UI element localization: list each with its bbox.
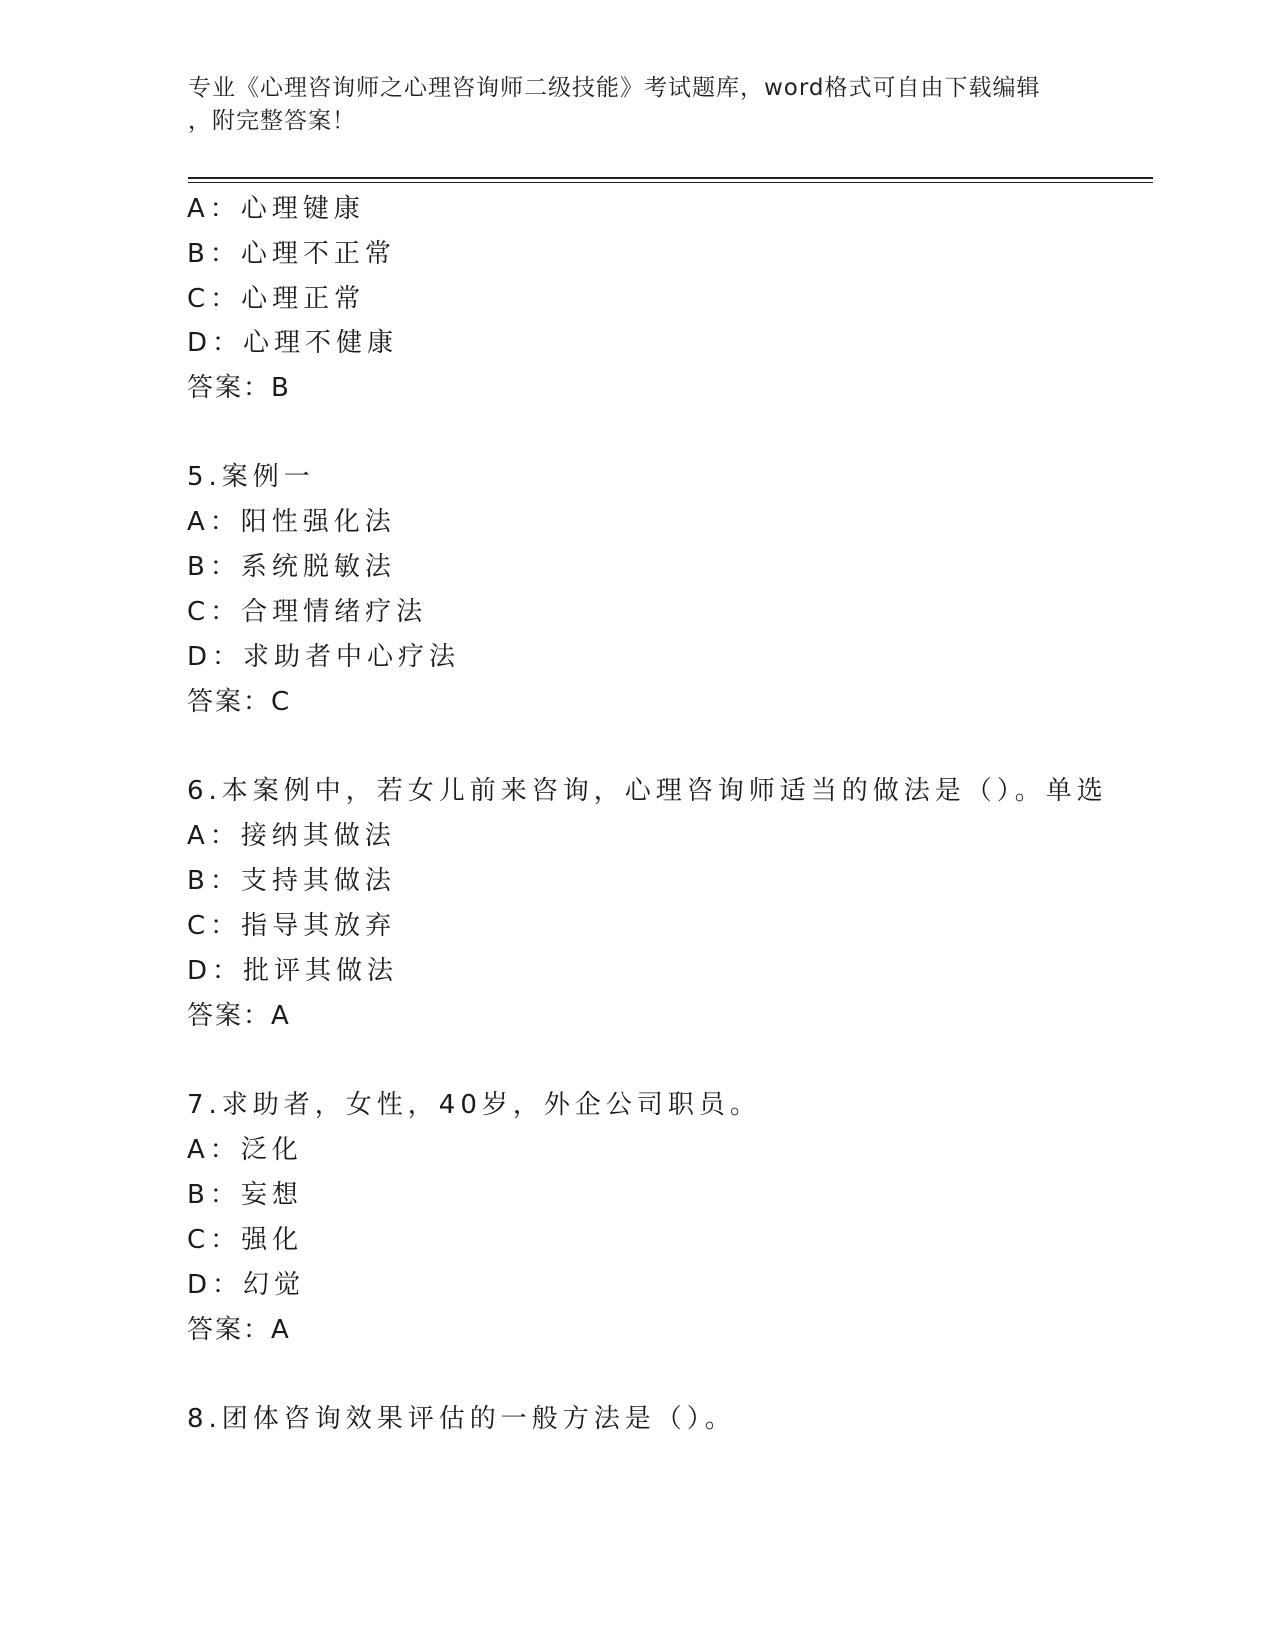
header-line-2: ，附完整答案！ [188, 108, 356, 134]
q5-question: 5.案例一 [187, 462, 315, 492]
q5-option-c: C：合理情绪疗法 [187, 597, 428, 627]
q6-option-c: C：指导其放弃 [187, 911, 397, 941]
q7-option-b: B：妄想 [187, 1180, 303, 1210]
q7-question: 7.求助者，女性，40岁，外企公司职员。 [187, 1090, 761, 1120]
q8-question: 8.团体咨询效果评估的一般方法是（）。 [187, 1404, 736, 1434]
q5-option-a: A：阳性强化法 [187, 507, 396, 537]
q4-answer: 答案：B [187, 373, 291, 403]
q5-answer: 答案：C [187, 687, 292, 717]
q4-option-b: B：心理不正常 [187, 239, 396, 269]
q6-answer: 答案：A [187, 1001, 291, 1031]
header-divider-thin [188, 182, 1153, 183]
q6-option-a: A：接纳其做法 [187, 821, 396, 851]
q7-option-a: A：泛化 [187, 1135, 303, 1165]
q5-option-b: B：系统脱敏法 [187, 552, 396, 582]
header-divider-thick [188, 177, 1153, 179]
q7-option-d: D：幻觉 [187, 1270, 306, 1300]
q4-option-c: C：心理正常 [187, 284, 366, 314]
q5-option-d: D：求助者中心疗法 [187, 642, 461, 672]
q6-question: 6.本案例中，若女儿前来咨询，心理咨询师适当的做法是（）。单选 [187, 776, 1108, 806]
q7-option-c: C：强化 [187, 1225, 304, 1255]
q6-option-d: D：批评其做法 [187, 956, 399, 986]
q6-option-b: B：支持其做法 [187, 866, 396, 896]
document-header [188, 72, 1088, 138]
header-line-1: 专业《心理咨询师之心理咨询师二级技能》考试题库，word格式可自由下载编辑 [188, 75, 1041, 101]
q4-option-d: D：心理不健康 [187, 328, 399, 358]
q7-answer: 答案：A [187, 1315, 291, 1345]
q4-option-a: A：心理键康 [187, 194, 365, 224]
